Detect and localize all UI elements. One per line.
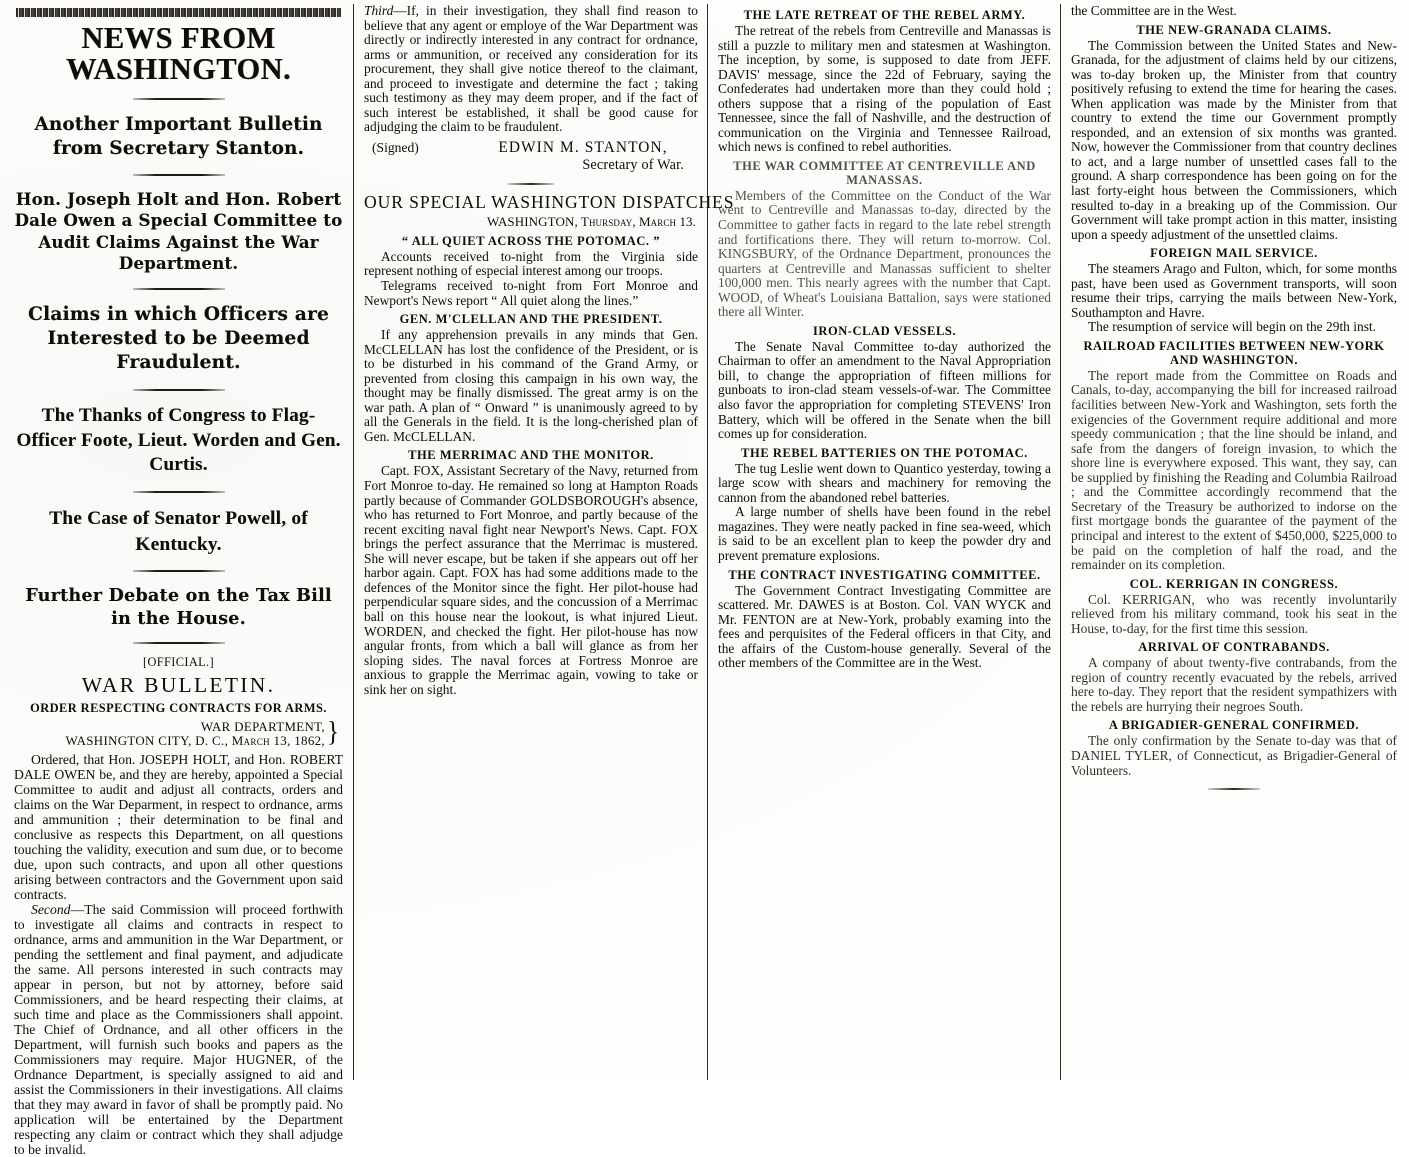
second-label: Second <box>31 901 71 917</box>
war-bulletin-subtitle: ORDER RESPECTING CONTRACTS FOR ARMS. <box>30 700 327 715</box>
subhead-brigadier-general-confirmed: A BRIGADIER-GENERAL CONFIRMED. <box>1108 718 1360 733</box>
dispatches-title: OUR SPECIAL WASHINGTON DISPATCHES <box>364 191 735 212</box>
bulletin-paragraph-third <box>364 4 698 135</box>
headline-divider-3 <box>133 288 225 290</box>
column-4 <box>1060 4 1403 1080</box>
paragraph: The Government Contract Investigating Committee are scattered. Mr. DAWES is at Boston. Col. VAN WYCK and Mr. FENTON are at New-York, probably examing into the fees and perquisites of the Federal officers in that City, and the affairs of the Custom-house generally. Several of the other members of the Committee are in the West. <box>718 582 1051 671</box>
headline-deck-7: Further Debate on the Tax Bill in the House. <box>25 584 332 629</box>
war-department-dateline <box>14 716 341 749</box>
column-3 <box>707 4 1060 1080</box>
subhead-mcclellan-president: GEN. M'CLELLAN AND THE PRESIDENT. <box>399 312 663 327</box>
paragraph: If any apprehension prevails in any minds that Gen. McCLELLAN has lost the confidence of the President, or is to be disturbed in his command of the Grand Army, or prevented from closing this campaign in his own way, the thought may be finally dismissed. The great army is on the war path. A plan of “ Onward ” is unanimously agreed to by all the Generals in the field. It is the long-cherished plan of Gen. McCLELLAN. <box>364 327 698 444</box>
subhead-arrival-contrabands: ARRIVAL OF CONTRABANDS. <box>1138 640 1330 655</box>
headline-divider-6 <box>133 570 225 572</box>
column-end-divider <box>1208 788 1260 790</box>
subhead-war-committee: THE WAR COMMITTEE AT CENTREVILLE AND MANASSAS. <box>733 158 1036 187</box>
section-divider <box>508 183 554 185</box>
bulletin-paragraph-first: Ordered, that Hon. JOSEPH HOLT, and Hon. ROBERT DALE OWEN be, and they are hereby, appointed a Special Committee to audit and adjust all contracts, orders and claims on the War Deparment, in respect to ordnance, arms and ammunition ; their determination to be final and conclusive as respects this Department, on all questions touching the validity, execution and sum due, or to become due, upon such contracts, and upon all other questions arising between contractors and the Government upon said contracts. <box>14 751 343 902</box>
paragraph: The Commission between the United States and New-Granada, for the adjustment of claims held by our citizens, was to-day broken up, the Minister from that country positively refusing to extend the time for hearing the cases. When application was made by the Minister from that country to extend the time our Government promptly responded, and an extension of six months was granted. Now, however the Commissioner from that country declines to act, and a large number of unsettled cases fall to the ground. A sharp correspondence has been going on for the last forty-eight hous between the Commissioners, which resulted to-day in a breaking up of the Commission. Our Government will take prompt action in this matter, insisting upon a speedy adjustment of the unsettled claims. <box>1071 37 1397 242</box>
headline-divider-5 <box>133 491 225 493</box>
paragraph: Accounts received to-night from the Virginia side represent nothing of especial interest among our troops. <box>364 248 698 279</box>
column-1 <box>6 4 353 1157</box>
third-label: Third <box>364 3 394 18</box>
subhead-new-granada-claims: THE NEW-GRANADA CLAIMS. <box>1136 22 1332 37</box>
signed-label: (Signed) <box>372 139 419 155</box>
second-text: —The said Commission will proceed forthwith to investigate all claims and contracts in respect to ordnance, arms and ammunition in the War Department, or pending the settlement and final payment, and adjudicate the same. All persons interested in such contracts may appear in person, but not by attorney, before said Commissioners, and be heard respecting their claims, at such time and place as the Commissioners shall appoint. The Chief of Ordnance, and all other officers in the Department, will furnish such books and papers as the Commissioners may require. Major HUGNER, of the Ordnance Department, is specially assigned to aid and assist the Commissioners in their investigations. All claims that they may award in favor of shall be promptly paid. No application will be entertained by the Department respecting any claim or contract which they shall adjudge to be invalid. <box>14 901 343 1157</box>
subhead-all-quiet: “ ALL QUIET ACROSS THE POTOMAC. ” <box>401 233 661 248</box>
signed-role: Secretary of War. <box>582 156 684 173</box>
official-tag: [OFFICIAL.] <box>143 654 214 669</box>
headline-divider-7 <box>133 642 225 644</box>
headline-divider-2 <box>133 174 225 176</box>
subhead-merrimac-monitor: THE MERRIMAC AND THE MONITOR. <box>408 448 654 463</box>
subhead-iron-clad-vessels: IRON-CLAD VESSELS. <box>812 323 957 338</box>
paragraph: A large number of shells have been found in the rebel magazines. They were neatly packed in fine sea-weed, which is said to be an excellent plan to keep the powder dry and prevent premature explosions. <box>718 504 1051 563</box>
dispatches-dateline: WASHINGTON, Thursday, March 13. <box>487 213 696 229</box>
paragraph: Members of the Committee on the Conduct of the War went to Centreville and Manassas to-day, directed by the Committee to gather facts in regard to the late rebel strength and fortifications there. They will return to-morrow. Col. KINGSBURY, of the Ordnance Department, pronounces the quarters at Centreville and Manassas sufficient to shelter 100,000 men. This nearly agrees with the number that Capt. WOOD, of Wheat's Louisiana Battalion, says were stationed there all Winter. <box>718 187 1051 320</box>
signed-name: EDWIN M. STANTON, <box>498 138 668 156</box>
war-bulletin-title: WAR BULLETIN. <box>81 672 276 697</box>
headline-deck-6: The Case of Senator Powell, of Kentucky. <box>49 508 308 555</box>
paragraph: Capt. FOX, Assistant Secretary of the Navy, returned from Fort Monroe to-day. He remained so long at Hampton Roads partly because of Commander GOLDSBOROUGH's absence, who has returned to Fort Monroe, and partly because of the recent exciting naval fight near Newport's News. Capt. FOX brings the perfect assurance that the Merrimac is mustered. She will never escape, but be taken if she appears out off her harbor again. Capt. FOX has had some additions made to the defences of the Monitor since the fight. Her pilot-house had perpendicular square sides, and the concussion of a Merrimac ball on this house near the lookout, is what injured Lieut. WORDEN, and checked the fight. Her pilot-house has now angular fronts, from which a ball will glance as from her sloping sides. The naval forces at Fortress Monroe are anxious to grapple the Merrimac again, vowing to take or sink her on sight. <box>364 463 698 697</box>
subhead-rebel-batteries: THE REBEL BATTERIES ON THE POTOMAC. <box>741 445 1028 460</box>
headline-divider-1 <box>133 98 225 100</box>
dateline-brace: } <box>327 716 339 748</box>
paragraph-continued: the Committee are in the West. <box>1071 3 1237 18</box>
paragraph: The steamers Arago and Fulton, which, for some months past, have been used as Government transports, will soon resume their trips, carrying the mails between New-York, Southampton and Havre. <box>1071 261 1397 320</box>
paragraph: The retreat of the rebels from Centreville and Manassas is still a puzzle to military men and statesmen at Washington. The inception, by some, is supposed to date from JEFF. DAVIS' message, since the 22d of February, saying the Confederates had undertaken more than they could hold ; others suppose that a rising of the population of East Tennessee, since the fall of Nashville, and the destruction of communication on the Virginia and Tennessee Railroad, which news is confined to rebel authorities. <box>718 23 1051 155</box>
column-2 <box>353 3 735 1080</box>
subhead-late-retreat: THE LATE RETREAT OF THE REBEL ARMY. <box>743 8 1026 22</box>
dateline-line-2: WASHINGTON CITY, D. C., March 13, 1862, <box>65 734 325 749</box>
headline-deck-4: Claims in which Officers are Interested to be Deemed Fraudulent. <box>28 304 329 374</box>
third-text: —If, in their investigation, they shall find reason to believe that any agent or employe of the War Department was directly or indirectly interested in any contract for ordnance, arms or ammunition, or received any consideration for its procurement, they shall give notice thereof to the claimant, and proceed to investigate and determine the fact ; taking such testimony as they may deem proper, and if the fact of such interest be established, it shall be good cause for adjudging the claim to be fraudulent. <box>364 3 698 135</box>
signature-line <box>364 140 698 156</box>
subhead-contract-committee: THE CONTRACT INVESTIGATING COMMITTEE. <box>728 567 1041 582</box>
paragraph: The Senate Naval Committee to-day authorized the Chairman to offer an amendment to the Naval Appropriation bill, to change the appropriation of fifteen millions for gunboats to iron-clad steam vessels-of-war. The Committee also favor the appropriation for completing STEVENS' Iron Battery, which will be offered in the Senate when the bill comes up for consideration. <box>718 338 1051 442</box>
paragraph: The only confirmation by the Senate to-day was that of DANIEL TYLER, of Connecticut, as Brigadier-General of Volunteers. <box>1071 733 1397 778</box>
headline-deck-5: The Thanks of Congress to Flag-Officer Foote, Lieut. Worden and Gen. Curtis. <box>16 404 341 476</box>
bulletin-paragraph-second <box>14 902 343 1157</box>
page-headline: NEWS FROM WASHINGTON. <box>65 21 292 87</box>
paragraph: The tug Leslie went down to Quantico yesterday, towing a large scow with shears and machinery for removing the cannon from the abandoned rebel batteries. <box>718 460 1051 505</box>
paragraph: The report made from the Committee on Roads and Canals, to-day, accompanying the bill for increased railroad facilities between New-York and Washington, sets forth the exigencies of the Government require additional and more speedy communication ; that the line should be inland, and safe from the dangers of foreign invasion, to which the shore line is everywhere exposed. This want, they say, can be supplied by finishing the Reading and Columbia Railroad ; and the Committee accordingly recommend that the Secretary of the Treasury be authorized to indorse on the first mortgage bonds the guarantee of the payment of the principal and interest to the extent of $450,000, $225,000 to be paid on the completion of half the road, and the remainder on its completion. <box>1071 367 1397 573</box>
subhead-foreign-mail-service: FOREIGN MAIL SERVICE. <box>1150 246 1318 261</box>
paragraph: The resumption of service will begin on the 29th inst. <box>1088 319 1377 335</box>
subhead-col-kerrigan: COL. KERRIGAN IN CONGRESS. <box>1129 576 1339 591</box>
headline-deck-3: Hon. Joseph Holt and Hon. Robert Dale Owen a Special Committee to Audit Claims Against the War Department. <box>14 188 343 274</box>
dateline-line-1: WAR DEPARTMENT, <box>200 719 325 734</box>
headline-divider-4 <box>133 389 225 391</box>
paragraph: A company of about twenty-five contrabands, from the region of country recently evacuated by the rebels, arrived here to-day. They report that the resident sympathizers with the rebels are hurrying their negroes South. <box>1071 655 1397 714</box>
masthead-ornament-rule <box>16 8 341 17</box>
subhead-railroad-facilities: RAILROAD FACILITIES BETWEEN NEW-YORK AND WASHINGTON. <box>1083 338 1385 367</box>
paragraph: Col. KERRIGAN, who was recently involuntarily relieved from his military command, took his seat in the House, to-day, for the first time this session. <box>1071 591 1397 636</box>
headline-deck-2: Another Important Bulletin from Secretary Stanton. <box>34 114 323 159</box>
paragraph: Telegrams received to-night from Fort Monroe and Newport's News report “ All quiet along the lines.” <box>364 278 698 308</box>
